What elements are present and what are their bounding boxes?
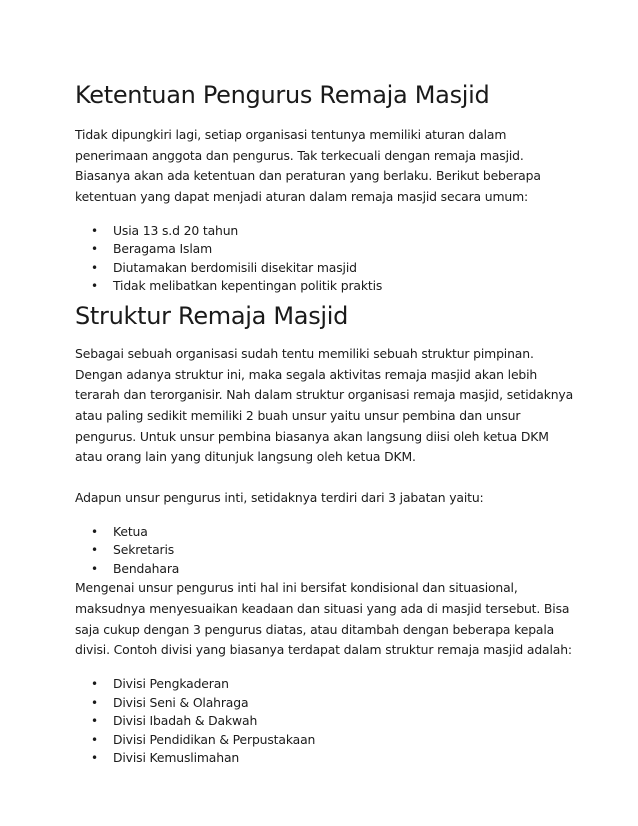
paragraph-ketentuan-intro: Tidak dipungkiri lagi, setiap organisasi tentunya memiliki aturan dalam penerimaan anggota dan pengurus. Tak terkecuali dengan remaja masjid. Biasanya akan ada ketentuan dan peraturan yang berlaku. Berikut beberapa ketentuan yang dapat menjadi aturan dalam remaja masjid secara umum:: [75, 127, 541, 205]
list-item: • Diutamakan berdomisili disekitar masjid: [75, 259, 575, 278]
list-item: • Divisi Pengkaderan: [75, 675, 575, 694]
bullet-icon: •: [91, 714, 98, 729]
bullet-icon: •: [91, 260, 98, 275]
list-ketentuan: [75, 222, 575, 296]
list-item: • Divisi Ibadah & Dakwah: [75, 712, 575, 731]
list-item: • Bendahara: [75, 560, 575, 579]
bullet-icon: •: [91, 561, 98, 576]
bullet-icon: •: [91, 223, 98, 238]
list-item: • Divisi Kemuslimahan: [75, 749, 575, 768]
list-item: • Ketua: [75, 523, 575, 542]
list-item: • Divisi Pendidikan & Perpustakaan: [75, 731, 575, 750]
bullet-icon: •: [91, 242, 98, 257]
bullet-icon: •: [91, 524, 98, 539]
bullet-icon: •: [91, 732, 98, 747]
bullet-icon: •: [91, 751, 98, 766]
list-jabatan: [75, 523, 575, 579]
list-divisi: [75, 675, 575, 768]
list-item: • Sekretaris: [75, 541, 575, 560]
bullet-icon: •: [91, 543, 98, 558]
heading-struktur: Struktur Remaja Masjid: [75, 301, 349, 330]
list-item: • Divisi Seni & Olahraga: [75, 694, 575, 713]
bullet-icon: •: [91, 279, 98, 294]
list-item: • Tidak melibatkan kepentingan politik praktis: [75, 277, 575, 296]
list-item: • Usia 13 s.d 20 tahun: [75, 222, 575, 241]
paragraph-pengurus-inti: Adapun unsur pengurus inti, setidaknya terdiri dari 3 jabatan yaitu:: [75, 490, 484, 506]
bullet-icon: •: [91, 695, 98, 710]
list-item: • Beragama Islam: [75, 240, 575, 259]
document-page: [75, 78, 575, 768]
bullet-icon: •: [91, 677, 98, 692]
paragraph-divisi-intro: Mengenai unsur pengurus inti hal ini bersifat kondisional dan situasional, maksudnya menyesuaikan keadaan dan situasi yang ada di masjid tersebut. Bisa saja cukup dengan 3 pengurus diatas, atau ditambah dengan beberapa kepala divisi. Contoh divisi yang biasanya terdapat dalam struktur remaja masjid adalah:: [75, 580, 572, 658]
heading-ketentuan: Ketentuan Pengurus Remaja Masjid: [75, 81, 490, 109]
paragraph-struktur-intro: Sebagai sebuah organisasi sudah tentu memiliki sebuah struktur pimpinan. Dengan adanya struktur ini, maka segala aktivitas remaja masjid akan lebih terarah dan terorganisir. Nah dalam struktur organisasi remaja masjid, setidaknya atau paling sedikit memiliki 2 buah unsur yaitu unsur pembina dan unsur pengurus. Untuk unsur pembina biasanya akan langsung diisi oleh ketua DKM atau orang lain yang ditunjuk langsung oleh ketua DKM.: [75, 345, 574, 465]
